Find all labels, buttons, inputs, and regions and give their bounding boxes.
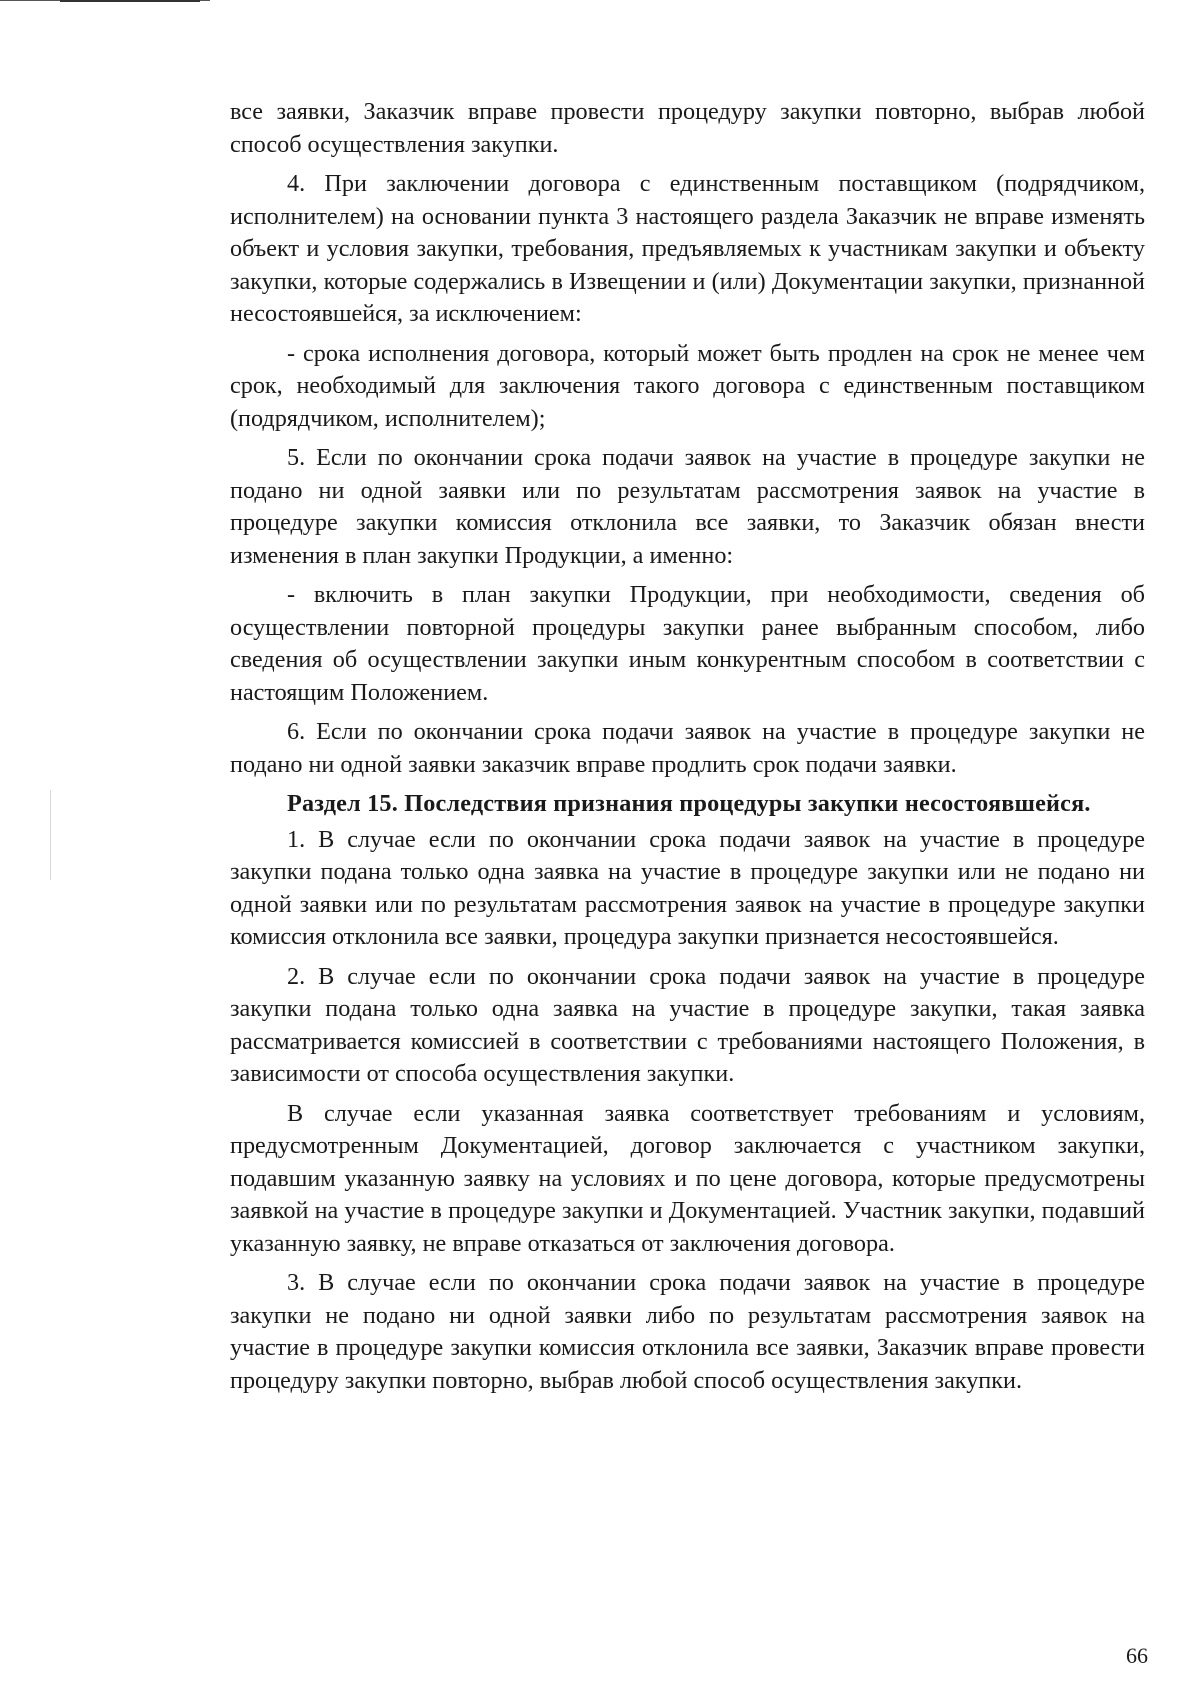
paragraph-item-5: 5. Если по окончании срока подачи заявок на участие в процедуре закупки не подано ни одной заявки или по результатам рассмотрения заявок на участие в процедуре закупки комиссия отклонила все заявки, то Заказчик обязан внести изменения в план закупки Продукции, а именно: xyxy=(230,444,1145,569)
paragraph-continuation: все заявки, Заказчик вправе провести процедуру закупки повторно, выбрав любой способ осуществления закупки. xyxy=(230,98,1145,158)
paragraph-item-4: 4. При заключении договора с единственным поставщиком (подрядчиком, исполнителем) на основании пункта 3 настоящего раздела Заказчик не вправе изменять объект и условия закупки, требования, предъявляемых к участникам закупки и объекту закупки, которые содержались в Извещении и (или) Документации закупки, признанной несостоявшейся, за исключением: xyxy=(230,170,1145,327)
scan-edge-mark xyxy=(0,0,210,7)
section-heading: Раздел 15. Последствия признания процедуры закупки несостоявшейся. xyxy=(287,790,1091,817)
section-paragraph-1: 1. В случае если по окончании срока подачи заявок на участие в процедуре закупки подана только одна заявка на участие в процедуре закупки или не подано ни одной заявки или по результатам рассмотрения заявок на участие в процедуре закупки комиссия отклонила все заявки, процедура закупки признается несостоявшейся. xyxy=(230,825,1145,950)
page-number: 66 xyxy=(1126,1643,1148,1668)
section-paragraph-3: 3. В случае если по окончании срока подачи заявок на участие в процедуре закупки не подано ни одной заявки либо по результатам рассмотрения заявок на участие в процедуре закупки комиссия отклонила все заявки, Заказчик вправе провести процедуру закупки повторно, выбрав любой способ осуществления закупки. xyxy=(230,1269,1145,1394)
paragraph-include-plan: - включить в план закупки Продукции, при необходимости, сведения об осуществлении повторной процедуры закупки ранее выбранным способом, либо сведения об осуществлении закупки иным конкурентным способом в соответствии с настоящим Положением. xyxy=(230,581,1145,706)
section-paragraph-2: 2. В случае если по окончании срока подачи заявок на участие в процедуре закупки подана только одна заявка на участие в процедуре закупки, такая заявка рассматривается комиссией в соответствии с требованиями настоящего Положения, в зависимости от способа осуществления закупки. xyxy=(230,962,1145,1087)
document-page xyxy=(230,96,1145,1404)
scan-margin-artifact xyxy=(50,790,51,880)
section-paragraph-2-continued: В случае если указанная заявка соответствует требованиям и условиям, предусмотренным Документацией, договор заключается с участником закупки, подавшим указанную заявку на условиях и по цене договора, которые предусмотрены заявкой на участие в процедуре закупки и Документацией. Участник закупки, подавший указанную заявку, не вправе отказаться от заключения договора. xyxy=(230,1099,1145,1257)
paragraph-item-6: 6. Если по окончании срока подачи заявок на участие в процедуре закупки не подано ни одной заявки заказчик вправе продлить срок подачи заявки. xyxy=(230,718,1145,778)
paragraph-exception-term: - срока исполнения договора, который может быть продлен на срок не менее чем срок, необходимый для заключения такого договора с единственным поставщиком (подрядчиком, исполнителем); xyxy=(230,339,1145,432)
